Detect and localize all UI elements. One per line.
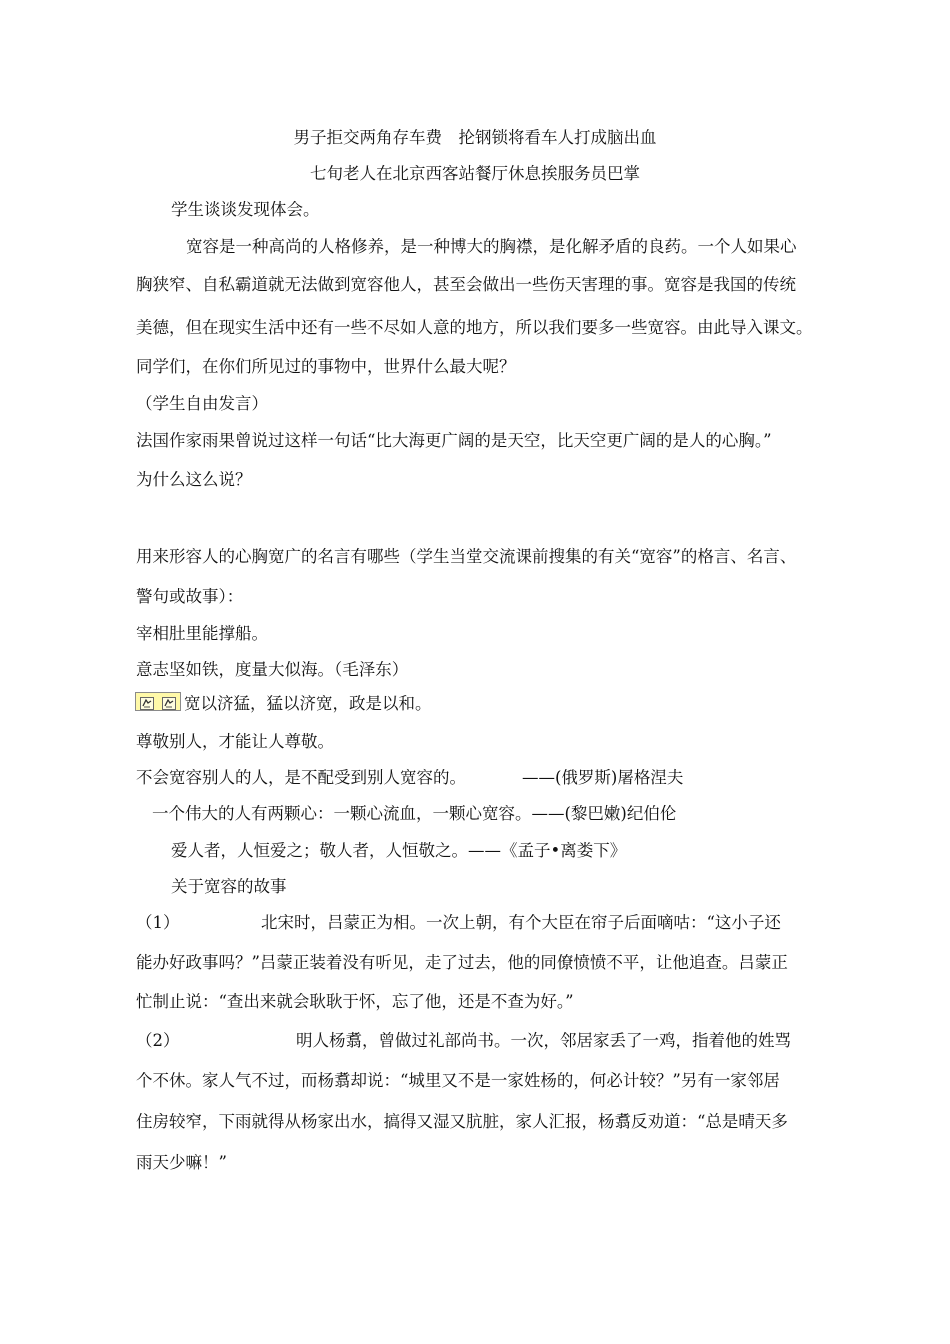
intro-para-line-1: 宽容是一种高尚的人格修养，是一种博大的胸襟，是化解矛盾的良药。一个人如果心	[186, 237, 797, 256]
story-2-number: （2）	[136, 1031, 180, 1050]
why-line: 为什么这么说？	[136, 470, 252, 489]
story-1-line-2: 能办好政事吗？”吕蒙正装着没有听见，走了过去，他的同僚愤愤不平，让他追查。吕蒙正	[136, 953, 788, 972]
story-2-line-4: 雨天少嘛！”	[136, 1153, 227, 1172]
quote-4: 尊敬别人，才能让人尊敬。	[136, 732, 334, 751]
intro-para-line-3: 美德，但在现实生活中还有一些不尽如人意的地方，所以我们要多一些宽容。由此导入课文。	[136, 318, 813, 337]
quote-7: 爱人者，人恒爱之；敬人者，人恒敬之。——《孟子•离娄下》	[171, 841, 627, 860]
story-1-line-1: 北宋时，吕蒙正为相。一次上朝，有个大臣在帘子后面嘀咕：“这小子还	[261, 913, 781, 932]
story-1-number: （1）	[136, 913, 180, 932]
story-2-line-2: 个不休。家人气不过，而杨翥却说：“城里又不是一家姓杨的，何必计较？”另有一家邻居	[136, 1071, 780, 1090]
quote-2: 意志坚如铁，度量大似海。（毛泽东）	[136, 660, 409, 679]
hugo-quote-line: 法国作家雨果曾说过这样一句话“比大海更广阔的是天空，比天空更广阔的是人的心胸。”	[136, 431, 772, 450]
quote-1: 宰相肚里能撑船。	[136, 624, 268, 643]
story-1-line-3: 忙制止说：“查出来就会耿耿于怀，忘了他，还是不查为好。”	[136, 992, 574, 1011]
free-talk-line: （学生自由发言）	[136, 394, 268, 413]
story-2-line-3: 住房较窄，下雨就得从杨家出水，搞得又湿又肮脏，家人汇报，杨翥反劝道：“总是晴天多	[136, 1112, 788, 1131]
quotes-intro-line-1: 用来形容人的心胸宽广的名言有哪些（学生当堂交流课前搜集的有关“宽容”的格言、名言、	[136, 547, 797, 566]
question-line: 同学们，在你们所见过的事物中，世界什么最大呢？	[136, 357, 516, 376]
quotes-intro-line-2: 警句或故事）：	[136, 587, 244, 606]
headline-2: 七旬老人在北京西客站餐厅休息挨服务员巴掌	[310, 164, 640, 183]
document-link-icon[interactable]	[140, 695, 154, 708]
discuss-line: 学生谈谈发现体会。	[171, 200, 320, 219]
quote-5-attribution: ——(俄罗斯)屠格涅夫	[522, 768, 684, 787]
headline-1: 男子拒交两角存车费 抡钢锁将看车人打成脑出血	[293, 128, 657, 147]
quote-6: 一个伟大的人有两颗心：一颗心流血，一颗心宽容。——(黎巴嫩)纪伯伦	[152, 804, 677, 823]
intro-para-line-2: 胸狭窄、自私霸道就无法做到宽容他人，甚至会做出一些伤天害理的事。宽容是我国的传统	[136, 275, 796, 294]
quote-5: 不会宽容别人的人，是不配受到别人宽容的。	[136, 768, 466, 787]
quote-3: 宽以济猛，猛以济宽，政是以和。	[184, 694, 432, 713]
stories-heading: 关于宽容的故事	[171, 877, 287, 896]
document-link-icons[interactable]	[135, 692, 181, 711]
document-link-icon[interactable]	[162, 695, 176, 708]
story-2-line-1: 明人杨翥，曾做过礼部尚书。一次，邻居家丢了一鸡，指着他的姓骂	[296, 1031, 791, 1050]
